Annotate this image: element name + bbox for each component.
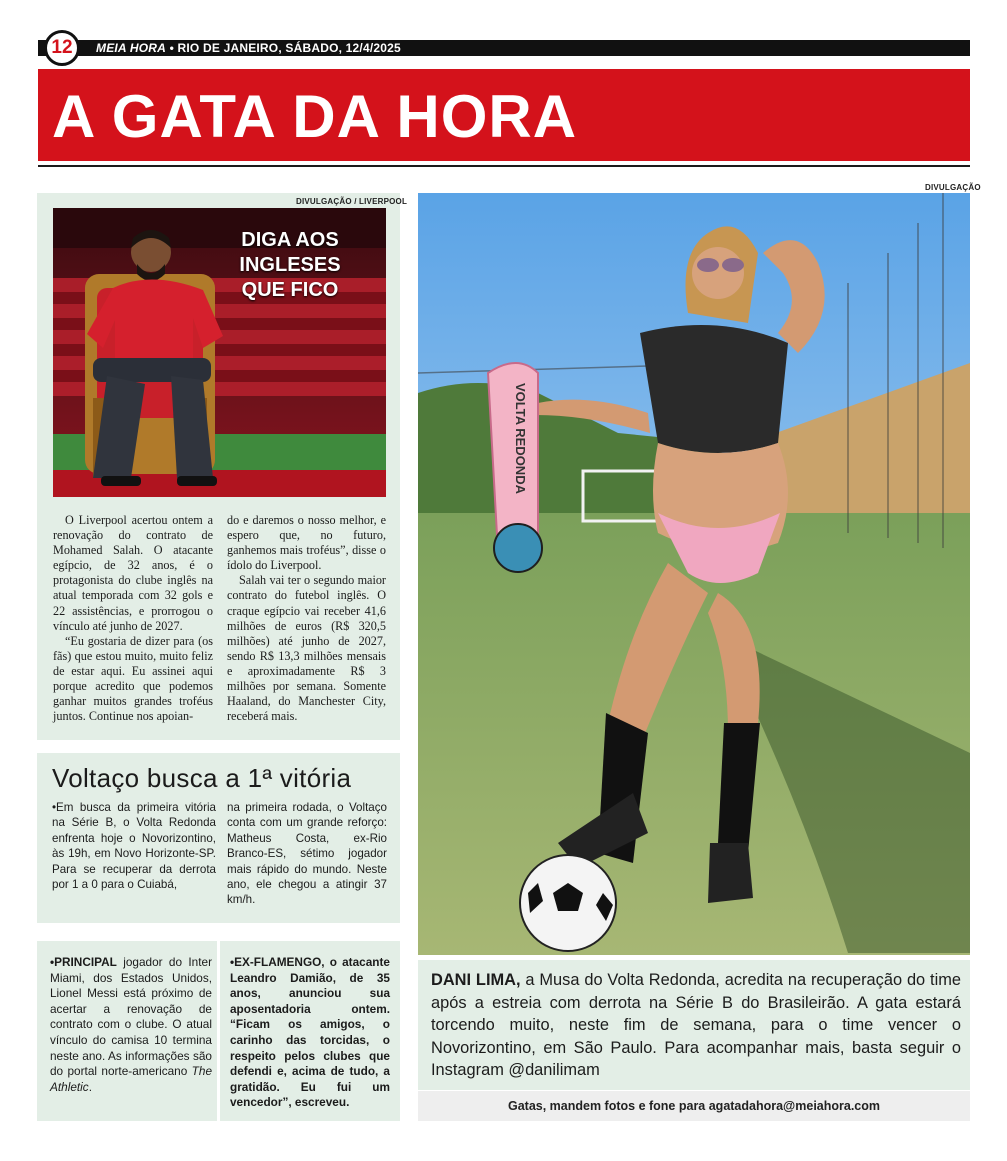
gata-name: DANI LIMA, (431, 971, 521, 989)
note-text: o atacante Leandro Damião, de 35 anos, anunciou sua aposentadoria ontem. “Ficam os amigos, o carinho das torcidas, o respeito pelos clubes que defendi e, acima de tudo, a gratidão. Eu fui um vencedor”, escreveu. (230, 955, 390, 1110)
submission-note: Gatas, mandem fotos e fone para agatadahora@meiahora.com (507, 1099, 880, 1113)
headline-line: DIGA AOS (241, 229, 339, 251)
headline-line: QUE FICO (241, 279, 339, 301)
dateline: • RIO DE JANEIRO, SÁBADO, 12/4/2025 (169, 41, 401, 55)
paragraph: “Eu gostaria de dizer para (os fãs) que estou muito, muito feliz de estar aqui. Eu assinei aqui porque acredito que podemos ganhar muitos grandes troféus juntos. Continue nos apoian- (53, 633, 213, 724)
paragraph: O Liverpool acertou ontem a renovação do contrato de Mohamed Salah. O atacante egípcio, de 32 anos, é o protagonista do clube inglês na atual temporada com 32 gols e 22 assistências, e prorrogou o vínculo até junho de 2027. (53, 513, 213, 633)
note-end: . (88, 1079, 92, 1094)
note-lead: •EX-FLAMENGO, (230, 955, 325, 969)
divider (38, 165, 970, 167)
gata-photo (418, 193, 970, 955)
headline-line: INGLESES (239, 254, 341, 276)
note-text: jogador do Inter Miami, dos Estados Unidos, Lionel Messi está próximo de acertar a renovação de contrato com o clube. O atual vínculo do camisa 10 termina neste ano. As informações são do portal norte-americano (50, 955, 212, 1079)
messi-note (50, 955, 212, 1095)
caption-text: a Musa do Volta Redonda, acredita na recuperação do time após a estreia com derrota na Série B do Brasileirão. A gata estará torcendo muito, neste fim de semana, para o time vencer o Novorizontino, em São Paulo. Para acompanhar mais, basta seguir o Instagram @danilimam (431, 971, 962, 1080)
gata-caption (431, 969, 961, 1082)
salah-column-2 (227, 513, 386, 724)
voltaco-headline: Voltaço busca a 1ª vitória (52, 763, 352, 793)
dateline-bar (96, 40, 401, 56)
photo-headline (220, 228, 360, 303)
voltaco-column-2: na primeira rodada, o Voltaço conta com um grande reforço: Matheus Costa, ex-Rio Branco-ES, sétimo jogador mais rápido do mundo. Neste ano, ele chegou a atingir 37 km/h. (227, 801, 387, 907)
salah-column-1 (53, 513, 213, 724)
section-title: A GATA DA HORA (52, 83, 578, 150)
paragraph: do e daremos o nosso melhor, e espero que, no futuro, ganhemos mais troféus”, disse o ídolo do Liverpool. (227, 513, 386, 573)
photo-credit: DIVULGAÇÃO (925, 183, 981, 192)
paragraph: Salah vai ter o segundo maior contrato do futebol inglês. O craque egípcio vai receber 41,6 milhões de euros (R$ 320,5 milhões) até junho de 2027, sendo R$ 13,3 milhões mensais e aproximadamente R$ 3 milhões por semana. Somente Haaland, do Manchester City, receberá mais. (227, 573, 386, 724)
page-number: 12 (44, 30, 80, 66)
sash-text: VOLTA REDONDA (513, 383, 528, 494)
damiao-note (230, 955, 390, 1111)
note-lead: •PRINCIPAL (50, 955, 117, 969)
football-field-illustration (418, 193, 970, 955)
photo-credit: DIVULGAÇÃO / LIVERPOOL (296, 197, 408, 206)
publication-name: MEIA HORA (96, 41, 167, 55)
voltaco-column-1: •Em busca da primeira vitória na Série B, o Volta Redonda enfrenta hoje o Novorizontino, às 19h, em Novo Horizonte-SP. Para se recuperar da derrota por 1 a 0 para o Cuiabá, (52, 801, 216, 892)
note-source: The Athletic (50, 1064, 212, 1094)
